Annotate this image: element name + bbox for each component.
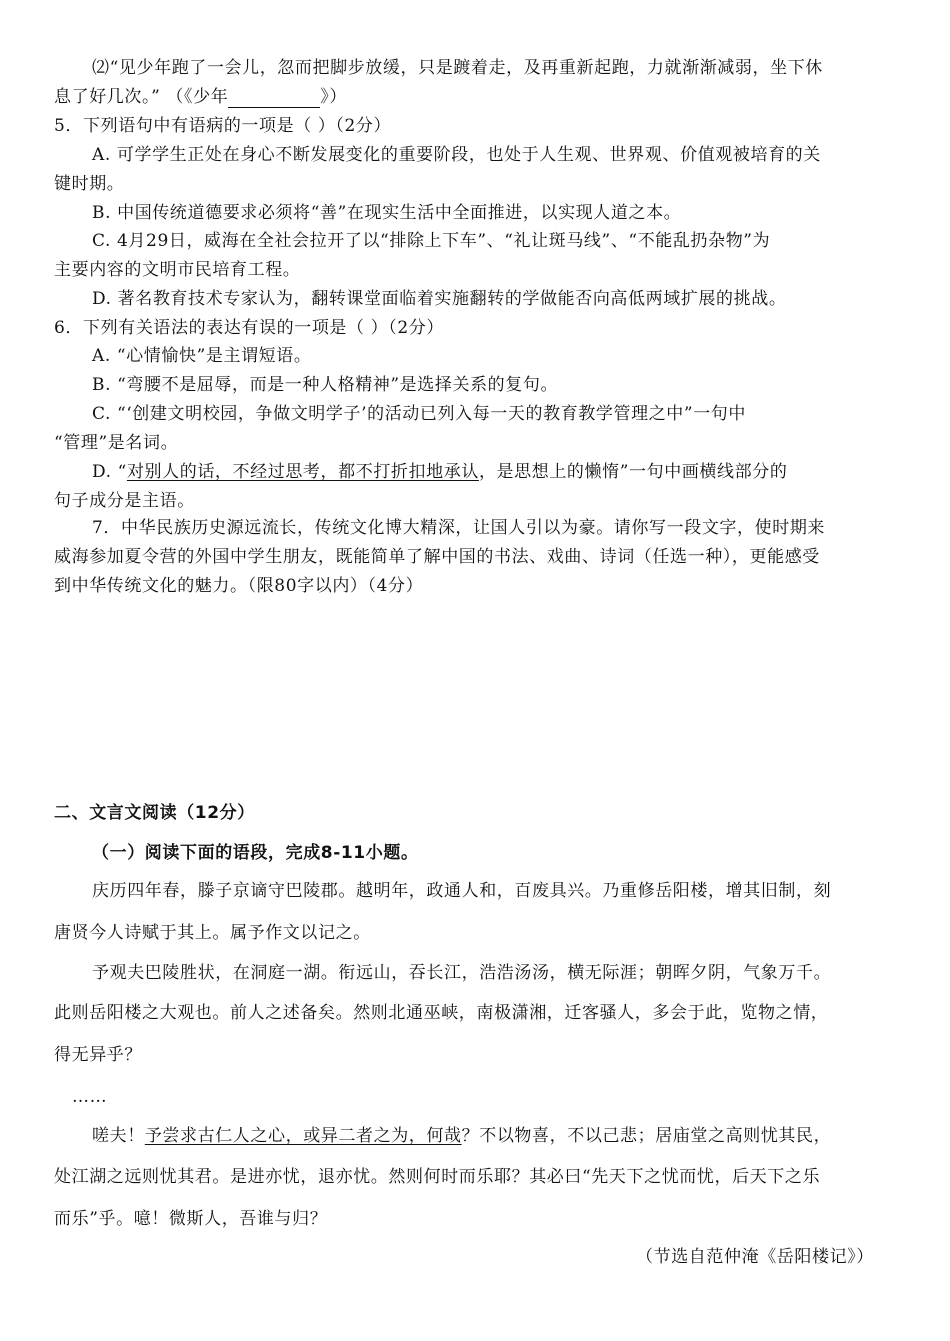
passage-p1-line2: 唐贤今人诗赋于其上。属予作文以记之。 xyxy=(54,923,371,943)
q5-option-b: B. 中国传统道德要求必须将“善”在现实生活中全面推进，以实现人道之本。 xyxy=(92,203,682,223)
passage-p2-line3: 得无异乎？ xyxy=(54,1045,142,1065)
q6-option-c-line1: C. “‘创建文明校园，争做文明学子’的活动已列入每一天的教育教学管理之中”一句中 xyxy=(92,404,746,424)
passage-p1-line1: 庆历四年春，滕子京谪守巴陵郡。越明年，政通人和，百废具兴。乃重修岳阳楼，增其旧制，刻 xyxy=(92,881,832,901)
q7-line1: 7．中华民族历史源远流长，传统文化博大精深，让国人引以为豪。请你写一段文字，使时期来 xyxy=(92,518,826,538)
passage-p3-line2: 处江湖之远则忧其君。是进亦忧，退亦忧。然则何时而乐耶？其必曰“先天下之忧而忧，后天下之乐 xyxy=(54,1167,821,1187)
answer-blank[interactable] xyxy=(228,91,320,108)
passage-p3-prefix: 嗟夫！ xyxy=(92,1126,145,1146)
q5-option-c-line2: 主要内容的文明市民培育工程。 xyxy=(54,260,301,280)
q5-stem: 5．下列语句中有语病的一项是（ ）（2分） xyxy=(54,116,392,136)
passage-source: （节选自范仲淹《岳阳楼记》） xyxy=(636,1247,874,1267)
passage-underlined-sentence: 予尝求古仁人之心，或异二者之为，何哉 xyxy=(144,1126,462,1146)
passage-p2-line1: 予观夫巴陵胜状，在洞庭一湖。衔远山，吞长江，浩浩汤汤，横无际涯；朝晖夕阴，气象万千。 xyxy=(92,963,832,983)
q7-line3: 到中华传统文化的魅力。（限80字以内）（4分） xyxy=(54,576,424,596)
q7-line2: 威海参加夏令营的外国中学生朋友，既能简单了解中国的书法、戏曲、诗词（任选一种），更能感受 xyxy=(54,547,820,567)
q4-item2-line1: ⑵“见少年跑了一会儿，忽而把脚步放缓，只是踱着走，及再重新起跑，力就渐渐减弱，坐下休 xyxy=(92,58,823,78)
q5-option-c-line1: C. 4月29日，威海在全社会拉开了以“排除上下车”、“礼让斑马线”、“不能乱扔杂物”为 xyxy=(92,231,771,251)
q6-d-underlined-phrase: 对别人的话，不经过思考，都不打折扣地承认 xyxy=(126,462,479,482)
passage-p2-line2: 此则岳阳楼之大观也。前人之述备矣。然则北通巫峡，南极潇湘，迁客骚人，多会于此，览物之情， xyxy=(54,1003,829,1023)
q4-item2-line2 xyxy=(54,86,347,108)
q6-option-c-line2: “管理”是名词。 xyxy=(54,433,179,453)
q5-option-a-line2: 键时期。 xyxy=(54,174,125,194)
q6-stem: 6．下列有关语法的表达有误的一项是（ ）（2分） xyxy=(54,318,444,338)
passage-p3-suffix: ？不以物喜，不以己悲；居庙堂之高则忧其民， xyxy=(461,1126,832,1146)
q4-item2-text: 息了好几次。” （《少年 xyxy=(54,87,229,107)
section2-title: 二、文言文阅读（12分） xyxy=(54,803,255,823)
section2-subtitle: （一）阅读下面的语段，完成8-11小题。 xyxy=(92,843,419,863)
q5-option-d: D. 著名教育技术专家认为，翻转课堂面临着实施翻转的学做能否向高低两域扩展的挑战。 xyxy=(92,289,787,309)
q4-item2-close: 》） xyxy=(320,87,347,107)
q6-d-prefix: D. “ xyxy=(92,462,127,482)
q6-option-d-line1 xyxy=(92,461,787,483)
passage-p3-line1 xyxy=(92,1125,831,1147)
q6-option-d-line2: 句子成分是主语。 xyxy=(54,491,195,511)
q6-option-b: B. “弯腰不是屈辱，而是一种人格精神”是选择关系的复句。 xyxy=(92,375,559,395)
q5-option-a-line1: A. 可学学生正处在身心不断发展变化的重要阶段，也处于人生观、世界观、价值观被培育的关 xyxy=(92,145,821,165)
passage-p3-line3: 而乐”乎。噫！微斯人，吾谁与归？ xyxy=(54,1209,328,1229)
q6-option-a: A. “心情愉快”是主谓短语。 xyxy=(92,346,312,366)
passage-ellipsis: …… xyxy=(72,1087,108,1107)
q6-d-suffix: ，是思想上的懒惰”一句中画横线部分的 xyxy=(478,462,788,482)
